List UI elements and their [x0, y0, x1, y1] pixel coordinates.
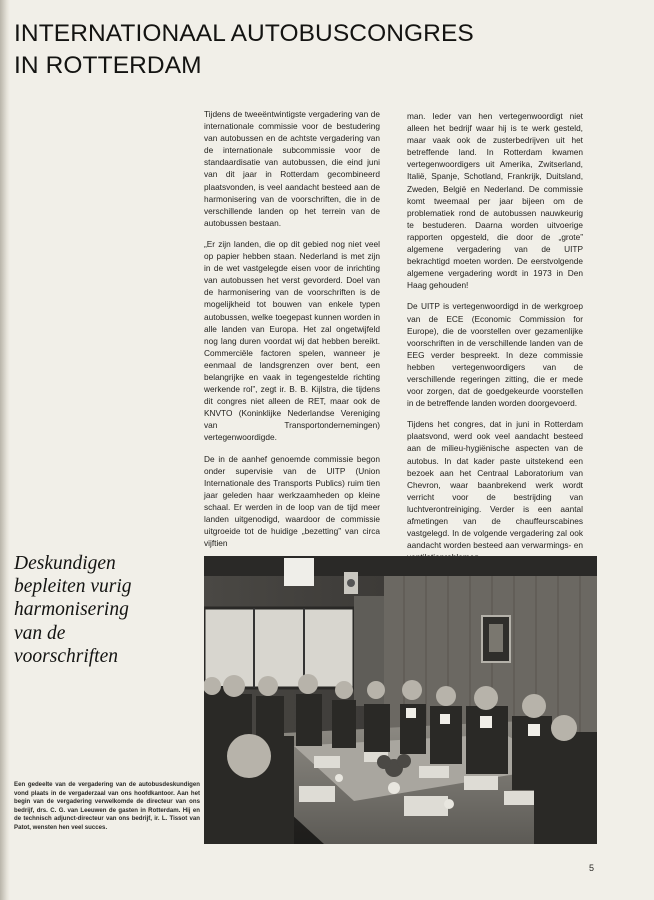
paragraph: De in de aanhef genoemde commissie begon onder supervisie van de UITP (Union Internationale des Transports Publics) ruim tien jaar geleden haar werkzaamheden op kleine schaal. Er werden in de loop van de tijd meer landen uitgenodigd, waardoor de commissie uitgroeide tot de huidige „bezetting” van circa vijftien — [204, 453, 380, 549]
article-title — [14, 18, 474, 82]
page-spine-shadow — [0, 0, 10, 900]
article-column-2 — [407, 110, 583, 572]
title-line-1: INTERNATIONAAL AUTOBUSCONGRES — [14, 20, 474, 47]
pull-quote-line: voorschriften — [14, 645, 118, 667]
title-line-2: IN ROTTERDAM — [14, 52, 202, 79]
pull-quote-line: Deskundigen — [14, 553, 116, 574]
paragraph: De UITP is vertegenwoordigd in de werkgroep van de ECE (Economic Commission for Europe), die de voorstellen over gezamenlijke voorschriften in de verschillende landen van de EEG verder bespreekt. In deze commissie hebben vertegenwoordigers van de verschillende regeringen zitting, die er mede voor zorgen, dat de goedgekeurde voorstellen in de betreffende landen worden doorgevoerd. — [407, 301, 583, 409]
pull-quote — [14, 552, 194, 668]
paragraph: man. Ieder van hen vertegenwoordigt niet alleen het bedrijf waar hij is te werk gesteld, maar vaak ook de zusterbedrijven uit het betreffende land. In Rotterdam kwamen vertegenwoordigers uit Amerika, Zwitserland, Italië, Spanje, Schotland, Frankrijk, Duitsland, Zweden, België en Nederland. De commissie komt tweemaal per jaar bijeen om de problematiek rond de autobussen nauwkeurig te bestuderen. Daarna worden uitvoerige rapporten opgesteld, die door de „grote” algemene vergadering van de UITP bekrachtigd moeten worden. De eerstvolgende algemene vergadering wordt in 1973 in Den Haag gehouden! — [407, 111, 583, 291]
paragraph: Tijdens de tweeëntwintigste vergadering van de internationale commissie voor de bestudering van autobussen en de achtste vergadering van de internationale subcommissie voor de standaardisatie van autobussen, die eind juni van dit jaar in Rotterdam gecombineerd plaatsvonden, is veel aandacht besteed aan de harmonisering van de voorschriften, die in de verschillende landen op het terrein van de autobussen bestaan. — [204, 109, 380, 228]
photo-caption: Een gedeelte van de vergadering van de autobusdeskundigen vond plaats in de vergaderzaal van ons hoofdkantoor. Aan het begin van de vergadering verwelkomde de directeur van ons bedrijf, drs. C. G. van Leeuwen de gasten in Rotterdam. Hij en de technisch adjunct-directeur van ons bedrijf, ir. L. Tissot van Patot, wensten hen veel succes. — [14, 781, 200, 831]
page-number: 5 — [589, 863, 595, 873]
paragraph: „Er zijn landen, die op dit gebied nog niet veel op papier hebben staan. Nederland is met zijn in de wet vastgelegde eisen voor de inrichting van autobussen het verst gevorderd. Doel van de harmonisering van de voorschriften is de mogelijkheid tot bouwen van enkele typen autobussen, welke toegepast kunnen worden in alle landen van Europa. Het zal ongetwijfeld nog lang duren voordat wij dat hebben bereikt. Commerciële factoren spelen, wanneer je eenmaal de landsgrenzen over bent, een belangrijke en vaak in tegengestelde richting werkende rol”, zegt ir. B. B. Kijlstra, die tijdens dit congres niet alleen de RET, maar ook de KNVTO (Koninklijke Nederlandse Vereniging van Transportondernemingen) vertegenwoordigde. — [204, 238, 380, 443]
article-column-1 — [204, 108, 380, 558]
meeting-photo — [204, 556, 597, 844]
pull-quote-line: bepleiten vurig — [14, 576, 132, 598]
paragraph: Tijdens het congres, dat in juni in Rotterdam plaatsvond, werd ook veel aandacht besteed aan de milieu-hygiënische aspecten van de autobus. In dat kader paste uitstekend een bezoek aan het Centraal Laboratorium van Chevron, waar baanbrekend werk wordt verricht voor de bestrijding van luchtverontreiniging. Verder is een aantal afmetingen van de chauffeurscabines vastgelegd. In de volgende vergadering zal ook aandacht worden besteed aan verwarmings- en — [407, 419, 583, 551]
pull-quote-line: harmonisering — [14, 599, 129, 621]
pull-quote-line: van de — [14, 622, 66, 644]
